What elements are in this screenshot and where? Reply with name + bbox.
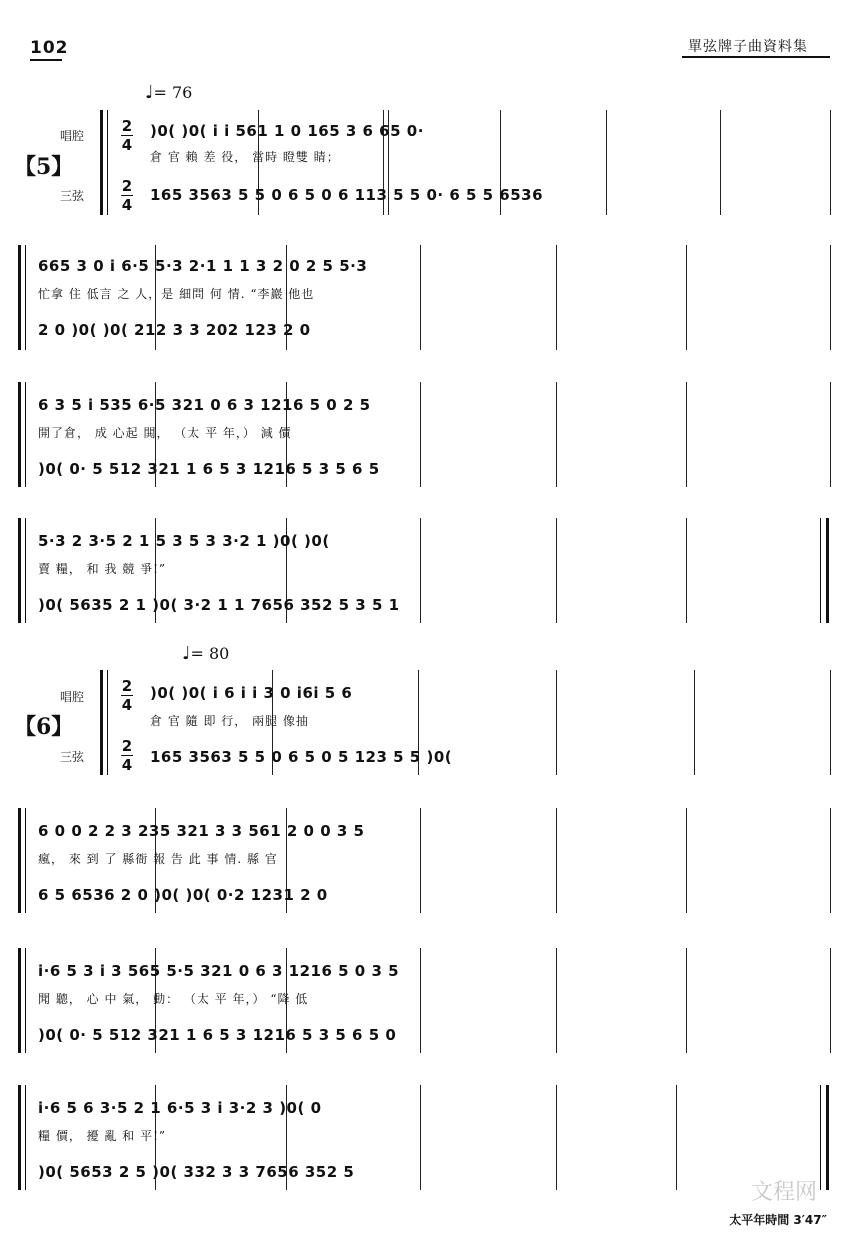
sanxian-notation: 2 0 )0( )0( 212 3 3 202 123 2 0: [38, 321, 311, 339]
part-label-voice: 唱腔: [60, 129, 85, 143]
part-label-sanxian: 三弦: [60, 189, 85, 203]
lyrics: 糧 價， 擾 亂 和 平!”: [38, 1129, 167, 1143]
system-brace: [100, 110, 103, 215]
section-label-5: 【5】: [14, 154, 74, 180]
watermark: 文程网: [750, 1180, 817, 1205]
sanxian-notation: 165 3563 5 5 0 6 5 0 5 123 5 5 )0(: [150, 748, 453, 766]
system-5-4: [0, 518, 857, 623]
sanxian-notation: 6 5 6536 2 0 )0( )0( 0·2 1231 2 0: [38, 886, 328, 904]
time-signature-voice: 2 4: [121, 677, 133, 714]
tempo-marking-6: ♩= 80: [182, 643, 230, 664]
sanxian-notation: )0( 0· 5 512 321 1 6 5 3 1216 5 3 5 6 5: [38, 460, 380, 478]
duration-footer: 太平年時間 3′47″: [729, 1213, 827, 1227]
time-signature-sanxian: 2 4: [121, 177, 133, 214]
quarter-note-icon: ♩: [145, 82, 154, 103]
system-5-3: [0, 382, 857, 487]
section-label-6: 【6】: [14, 714, 74, 740]
lyrics: 聞 聽， 心 中 氣， 動： （太 平 年，） “降 低: [38, 992, 309, 1006]
time-signature-voice: 2 4: [121, 117, 133, 154]
voice-notation: )0( )0( i i 561 1 0 165 3 6 65 0·: [150, 122, 424, 140]
voice-notation: i·6 5 6 3·5 2 1 6·5 3 i 3·2 3 )0( 0: [38, 1099, 322, 1117]
voice-notation: 6 3 5 i 535 6·5 321 0 6 3 1216 5 0 2 5: [38, 396, 371, 414]
tempo-marking-5: ♩= 76: [145, 82, 193, 103]
sanxian-notation: 165 3563 5 5 0 6 5 0 6 113 5 5 0· 6 5 5 6536: [150, 186, 544, 204]
lyrics: 瘋， 來 到 了 縣衙 報 告 此 事 情. 縣 官: [38, 852, 278, 866]
sanxian-notation: )0( 5653 2 5 )0( 332 3 3 7656 352 5: [38, 1163, 355, 1181]
page-number: 102: [30, 38, 69, 58]
sanxian-notation: )0( 0· 5 512 321 1 6 5 3 1216 5 3 5 6 5 0: [38, 1026, 397, 1044]
running-title-rule: [682, 56, 830, 58]
lyrics: 倉 官 賴 差 役， 當時 瞪雙 睛；: [150, 150, 340, 164]
page-number-rule: [30, 59, 62, 61]
sanxian-notation: )0( 5635 2 1 )0( 3·2 1 1 7656 352 5 3 5 1: [38, 596, 400, 614]
voice-notation: i·6 5 3 i 3 565 5·5 321 0 6 3 1216 5 0 3 5: [38, 962, 400, 980]
quarter-note-icon: ♩: [182, 643, 191, 664]
lyrics: 賣 糧， 和 我 競 爭!”: [38, 562, 167, 576]
system-6-1: [0, 670, 857, 775]
running-title: 單弦牌子曲資料集: [688, 39, 808, 55]
lyrics: 開了倉， 成 心起 閧， （太 平 年，） 減 價: [38, 426, 292, 440]
system-5-1: [0, 110, 857, 215]
system-6-2: [0, 808, 857, 913]
system-6-3: [0, 948, 857, 1053]
lyrics: 倉 官 隨 即 行， 兩腿 像抽: [150, 714, 309, 728]
lyrics: 忙拿 住 低言 之 人，是 細問 何 情. “李巖 他也: [38, 287, 315, 301]
part-label-sanxian: 三弦: [60, 750, 85, 764]
voice-notation: 665 3 0 i 6·5 5·3 2·1 1 1 3 2 0 2 5 5·3: [38, 257, 368, 275]
system-6-4: [0, 1085, 857, 1190]
voice-notation: 5·3 2 3·5 2 1 5 3 5 3 3·2 1 )0( )0(: [38, 532, 330, 550]
voice-notation: )0( )0( i 6 i i 3 0 i6i 5 6: [150, 684, 353, 702]
system-5-2: [0, 245, 857, 350]
part-label-voice: 唱腔: [60, 690, 85, 704]
time-signature-sanxian: 2 4: [121, 737, 133, 774]
voice-notation: 6 0 0 2 2 3 235 321 3 3 561 2 0 0 3 5: [38, 822, 365, 840]
